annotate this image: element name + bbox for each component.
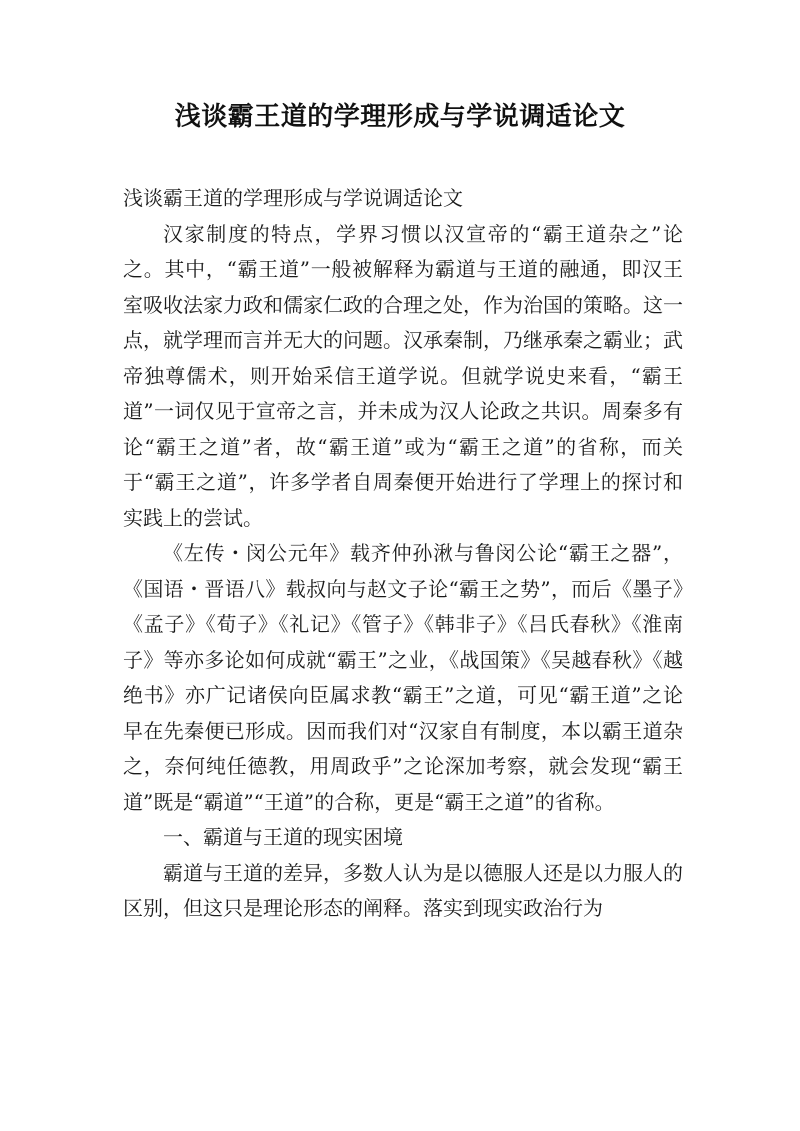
paragraph-1: 汉家制度的特点，学界习惯以汉宣帝的“霸王道杂之”论之。其中，“霸王道”一般被解释为霸道与王道的融通，即汉王室吸收法家力政和儒家仁政的合理之处，作为治国的策略。这一点，就学理而言并无大的问题。汉承秦制，乃继承秦之霸业；武帝独尊儒术，则开始采信王道学说。但就学说史来看，“霸王道”一词仅见于宣帝之言，并未成为汉人论政之共识。周秦多有论“霸王之道”者，故“霸王道”或为“霸王之道”的省称，而关于“霸王之道”，许多学者自周秦便开始进行了学理上的探讨和实践上的尝试。 xyxy=(123,221,683,530)
paragraph-subtitle: 浅谈霸王道的学理形成与学说调适论文 xyxy=(123,186,463,210)
paragraph-3: 霸道与王道的差异，多数人认为是以德服人还是以力服人的区别，但这只是理论形态的阐释。落实到现实政治行为 xyxy=(123,860,683,920)
section-heading-1: 一、霸道与王道的现实困境 xyxy=(163,825,403,849)
document-title: 浅谈霸王道的学理形成与学说调适论文 xyxy=(174,102,626,132)
document-body xyxy=(123,181,683,927)
paragraph-2: 《左传・闵公元年》载齐仲孙湫与鲁闵公论“霸王之器”，《国语・晋语八》载叔向与赵文子论“霸王之势”，而后《墨子》《孟子》《荀子》《礼记》《管子》《韩非子》《吕氏春秋》《淮南子》等亦多论如何成就“霸王”之业，《战国策》《吴越春秋》《越绝书》亦广记诸侯向臣属求教“霸王”之道，可见“霸王道”之论早在先秦便已形成。因而我们对“汉家自有制度，本以霸王道杂之，奈何纯任德教，用周政乎”之论深加考察，就会发现“霸王道”既是“霸道”“王道”的合称，更是“霸王之道”的省称。 xyxy=(123,541,683,814)
